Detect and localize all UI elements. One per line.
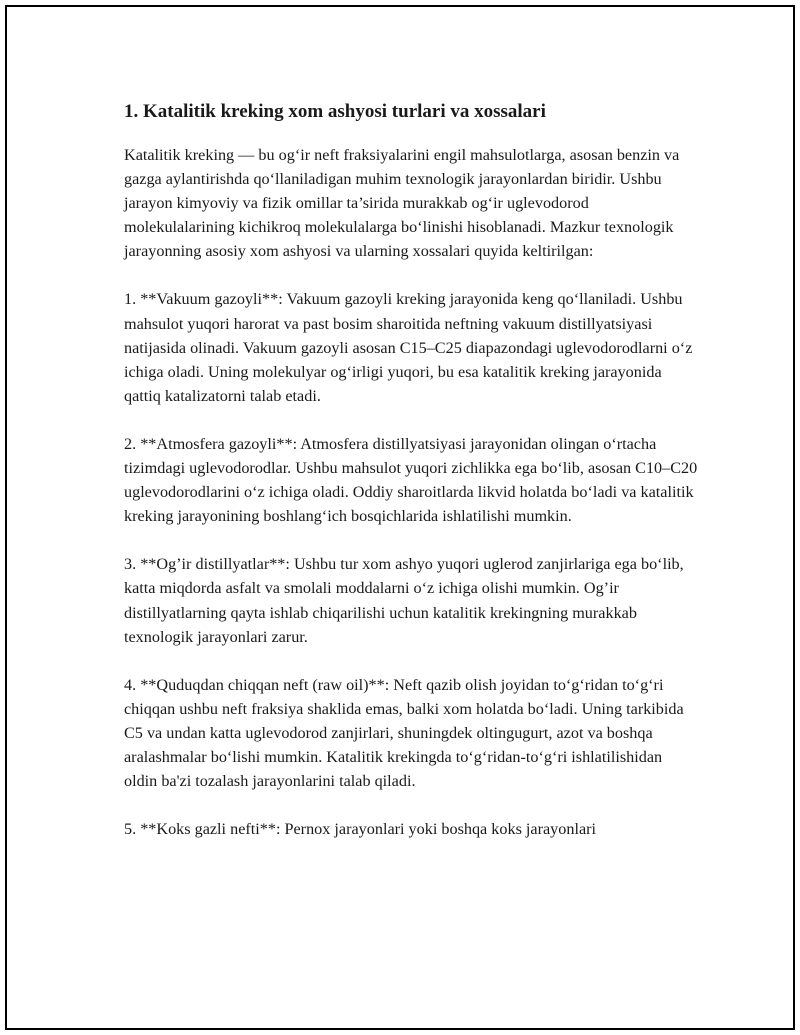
item-koks-gazli-nefti: 5. **Koks gazli nefti**: Pernox jarayonlari yoki boshqa koks jarayonlari: [124, 820, 597, 839]
page-frame: [5, 5, 795, 1030]
item-atmosfera-gazoyli: 2. **Atmosfera gazoyli**: Atmosfera distillyatsiyasi jarayonidan olingan o‘rtacha tizimdagi uglevodorodlar. Ushbu mahsulot yuqori zichlikka ega bo‘lib, asosan C10–C20 uglevodorodlarini o‘z ichiga oladi. Oddiy sharoitlarda likvid holatda bo‘ladi va katalitik kreking jarayonining boshlang‘ich bosqichlarida ishlatilishi mumkin.: [124, 434, 698, 526]
document-body: [124, 99, 699, 865]
item-quduqdan-chiqqan-neft: 4. **Quduqdan chiqqan neft (raw oil)**: Neft qazib olish joyidan to‘g‘ridan to‘g‘ri chiqqan ushbu neft fraksiya shaklida emas, balki xom holatda bo‘ladi. Uning tarkibida C5 va undan katta uglevodorod zanjirlari, shuningdek oltingugurt, azot va boshqa aralashmalar bo‘lishi mumkin. Katalitik krekingda to‘g‘ridan-to‘g‘ri ishlatilishidan oldin ba'zi tozalash jarayonlarini talab qiladi.: [124, 675, 684, 791]
item-ogir-distillyatlar: 3. **Og’ir distillyatlar**: Ushbu tur xom ashyo yuqori uglerod zanjirlariga ega bo‘lib, katta miqdorda asfalt va smolali moddalarni o‘z ichiga olishi mumkin. Og’ir distillyatlarning qayta ishlab chiqarilishi uchun katalitik krekingning murakkab texnologik jarayonlari zarur.: [124, 555, 684, 646]
section-title: 1. Katalitik kreking xom ashyosi turlari va xossalari: [124, 101, 546, 122]
intro-paragraph: Katalitik kreking — bu og‘ir neft fraksiyalarini engil mahsulotlarga, asosan benzin va gazga aylantirishda qo‘llaniladigan muhim texnologik jarayonlardan biridir. Ushbu jarayon kimyoviy va fizik omillar ta’sirida murakkab og‘ir uglevodorod molekulalarining kichikroq molekulalarga bo‘linishi hisoblanadi. Mazkur texnologik jarayonning asosiy xom ashyosi va ularning xossalari quyida keltirilgan:: [124, 146, 680, 261]
item-vakuum-gazoyli: 1. **Vakuum gazoyli**: Vakuum gazoyli kreking jarayonida keng qo‘llaniladi. Ushbu mahsulot yuqori harorat va past bosim sharoitida neftning vakuum distillyatsiyasi natijasida olinadi. Vakuum gazoyli asosan C15–C25 diapazondagi uglevodorodlarni o‘z ichiga oladi. Uning molekulyar og‘irligi yuqori, bu esa katalitik kreking jarayonida qattiq katalizatorni talab etadi.: [124, 290, 693, 405]
